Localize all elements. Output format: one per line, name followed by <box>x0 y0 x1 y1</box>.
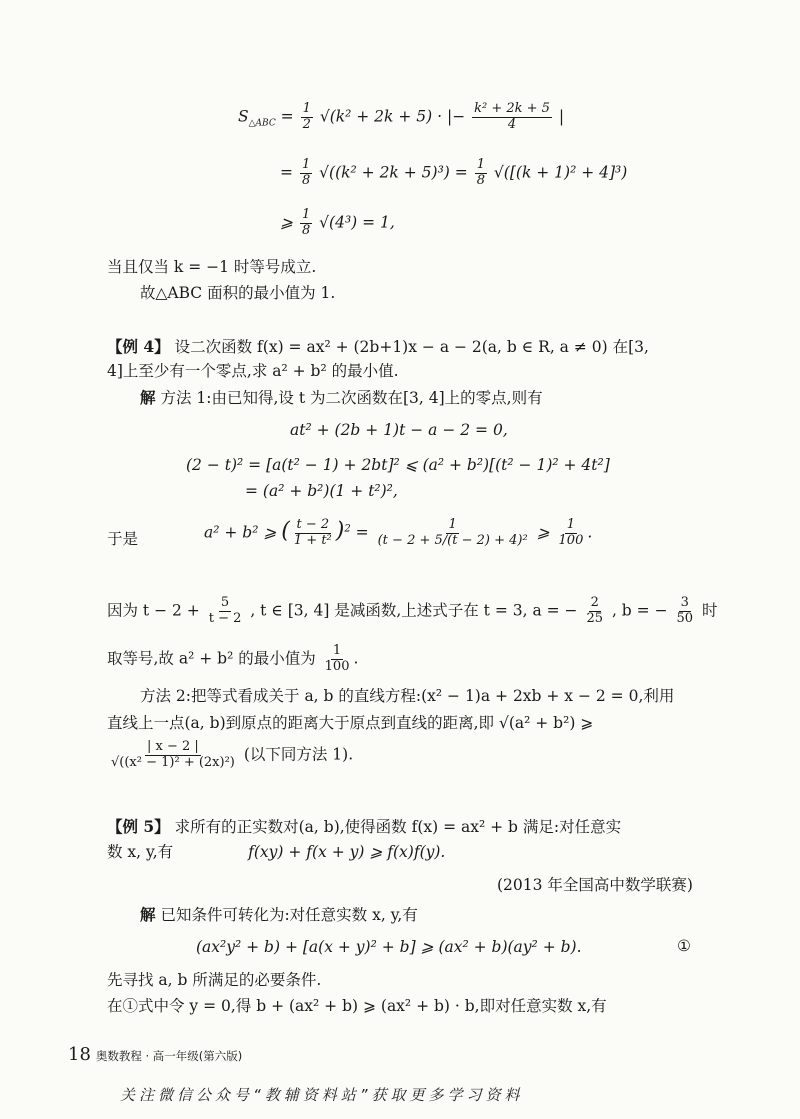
equation-area-line-1: $S_{\triangle ABC}$ = $\frac{1}{2}$ √(k² + 2k + 5) · |− $\frac{\text{k² + 2k + 5}}{4}$ | <box>238 101 565 132</box>
fraction: $\frac{| x - 2 |}{\text{√((x² − 1)² + (2x)²)}}$ <box>111 739 235 770</box>
fraction: $\frac{t - 2}{\text{1 + t²}}$ <box>293 517 332 548</box>
paragraph-necessary-condition: 先寻找 a, b 所满足的必要条件. <box>107 971 322 989</box>
fraction: $\frac{1}{2}$ <box>302 101 311 132</box>
paragraph-area-minimum: 故△ABC 面积的最小值为 1. <box>140 284 336 302</box>
fraction: $\frac{1}{\text{(t − 2 + 5/(t − 2) + 4)²}}$ <box>377 517 528 548</box>
method-2-line-2: 直线上一点(a, b)到原点的距离大于原点到直线的距离,即 √(a² + b²) ⩾ <box>107 714 594 732</box>
fraction: $\frac{3}{50}$ <box>676 595 694 626</box>
paragraph-decreasing-function: 因为 t − 2 + $\frac{5}{t - 2}$ , t ∈ [3, 4] 是减函数,上述式子在 t = 3, a = − $\frac{2}{25}$ , b = − $\frac{3}{50}$ 时 <box>107 595 718 626</box>
example-4-label: 【例 4】 <box>107 337 170 356</box>
page-number: 18 <box>68 1044 91 1065</box>
fraction: $\frac{1}{8}$ <box>476 157 485 188</box>
fraction: $\frac{1}{100}$ <box>558 517 584 548</box>
solution-5-intro: 解 已知条件可转化为:对任意实数 x, y,有 <box>140 905 418 924</box>
fraction: $\frac{1}{8}$ <box>301 207 311 238</box>
book-title: 奥数教程 · 高一年级(第六版) <box>95 1049 243 1063</box>
equation-area-line-3: ⩾ $\frac{1}{8}$ √(4³) = 1, <box>280 207 395 238</box>
method-2-line-3: $\frac{| x - 2 |}{\text{√((x² − 1)² + (2x)²)}}$ (以下同方法 1). <box>111 739 354 770</box>
paragraph-substitute: 在①式中令 y = 0,得 b + (ax² + b) ⩾ (ax² + b) · b,即对任意实数 x,有 <box>107 997 607 1015</box>
fraction: $\frac{5}{t - 2}$ <box>208 595 242 626</box>
equation-cauchy: (2 − t)² = [a(t² − 1) + 2bt]² ⩽ (a² + b²)[(t² − 1)² + 4t²] <box>186 456 610 474</box>
example-4-line-2: 4]上至少有一个零点,求 a² + b² 的最小值. <box>107 362 399 380</box>
equation-zero-point: at² + (2b + 1)t − a − 2 = 0, <box>290 421 508 439</box>
equation-cauchy-cont: = (a² + b²)(1 + t²)², <box>245 482 398 500</box>
fraction: $\frac{\text{k² + 2k + 5}}{4}$ <box>474 101 550 132</box>
example-5-line-1: 【例 5】 求所有的正实数对(a, b),使得函数 f(x) = ax² + b 满足:对任意实 <box>107 817 622 836</box>
solution-label: 解 <box>140 388 156 407</box>
equation-bound: a² + b² ⩾ ( $\frac{t - 2}{\text{1 + t²}}$ )$^2$ = $\frac{1}{\text{(t − 2 + 5/(t − 2) + 4)²}}$ ⩾ $\frac{1}{100}$ . <box>204 517 593 548</box>
equation-1: (ax²y² + b) + [a(x + y)² + b] ⩾ (ax² + b)(ay² + b). <box>196 938 582 956</box>
example-4-line-1: 【例 4】 设二次函数 f(x) = ax² + (2b+1)x − a − 2(a, b ∈ R, a ≠ 0) 在[3, <box>107 337 649 356</box>
watermark-text: 关注微信公众号“教辅资料站”获取更多学习资料 <box>120 1086 524 1104</box>
equation-area-line-2: = $\frac{1}{8}$ √((k² + 2k + 5)³) = $\frac{1}{8}$ √([(k + 1)² + 4]³) <box>280 157 628 188</box>
solution-label: 解 <box>140 905 156 924</box>
paragraph-equality-condition: 当且仅当 k = −1 时等号成立. <box>107 258 317 276</box>
example-5-label: 【例 5】 <box>107 817 170 836</box>
fraction: $\frac{1}{8}$ <box>301 157 311 188</box>
fraction: $\frac{1}{100}$ <box>324 643 350 674</box>
fraction: $\frac{2}{25}$ <box>586 595 604 626</box>
equation-1-tag: ① <box>677 937 691 955</box>
method-2-line-1: 方法 2:把等式看成关于 a, b 的直线方程:(x² − 1)a + 2xb + x − 2 = 0,利用 <box>140 687 675 705</box>
example-5-line-2: 数 x, y,有 f(xy) + f(x + y) ⩾ f(x)f(y). <box>107 843 446 861</box>
example-5-source: (2013 年全国高中数学联赛) <box>497 876 693 894</box>
paragraph-minimum-value: 取等号,故 a² + b² 的最小值为 $\frac{1}{100}$ . <box>107 643 359 674</box>
page-footer <box>68 1044 242 1066</box>
solution-4-intro: 解 方法 1:由已知得,设 t 为二次函数在[3, 4]上的零点,则有 <box>140 388 543 407</box>
yushi-label: 于是 <box>107 530 139 548</box>
